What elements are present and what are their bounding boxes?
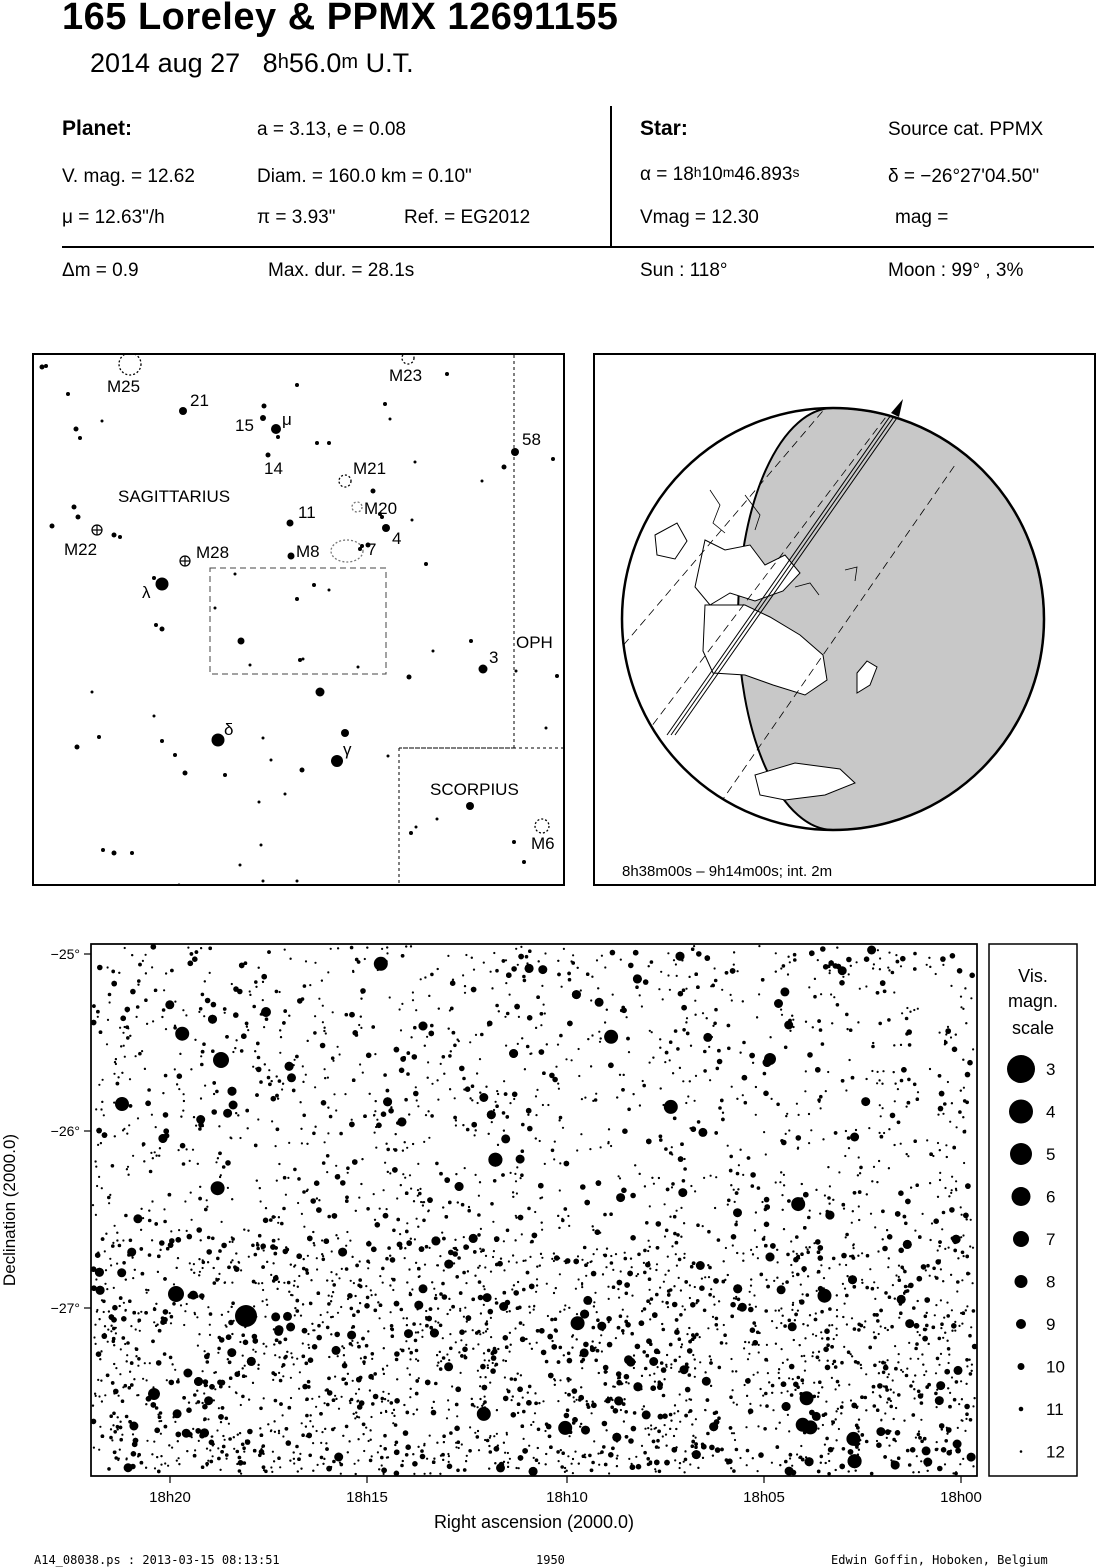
event-time-minutes: 56.0: [288, 48, 342, 78]
finder-label: 3: [489, 648, 499, 667]
x-tick-labels: [149, 1489, 982, 1506]
globe-panel: [593, 353, 1096, 886]
table-horizontal-divider: [62, 246, 1094, 248]
finder-label: M28: [196, 543, 230, 562]
legend-magnitude-dot: [1013, 1231, 1029, 1247]
y-tick-label: −27°: [50, 1300, 80, 1316]
legend-magnitude-dot: [1015, 1275, 1028, 1288]
legend-magnitude-label: 4: [1046, 1102, 1056, 1122]
globe-disc: [595, 355, 1094, 884]
finder-label: M23: [389, 366, 423, 385]
finder-label: M8: [296, 542, 320, 561]
globe-svg: [595, 355, 1094, 884]
y-tick-labels: [51, 946, 80, 1316]
time-minutes-unit: m: [341, 51, 359, 73]
finder-label: 4: [392, 529, 402, 548]
magnitude-drop: Δm = 0.9: [62, 260, 139, 281]
finder-label: SAGITTARIUS: [118, 487, 231, 506]
finder-labels: [64, 366, 555, 853]
planet-vmag: V. mag. = 12.62: [62, 166, 195, 187]
nebula-m8-marker: [331, 540, 363, 562]
finder-chart-svg: [34, 355, 563, 884]
star-right-ascension: $\alpha = 18^h10^m46.893^s$: [640, 164, 800, 185]
finder-label: M6: [531, 834, 555, 853]
legend-magnitude-dot: [1007, 1055, 1035, 1083]
planet-orbit: a = 3.13, e = 0.08: [257, 119, 406, 140]
finder-label: M21: [353, 459, 387, 478]
finder-label: 7: [367, 540, 377, 559]
star-declination: δ = −26°27'04.50": [888, 166, 1040, 187]
legend-magnitude-label: 9: [1046, 1315, 1056, 1334]
footer-author: Edwin Goffin, Hoboken, Belgium: [831, 1553, 1048, 1567]
event-datetime: [90, 48, 414, 79]
finder-stars: [40, 364, 560, 884]
legend-magnitude-label: 12: [1046, 1442, 1065, 1462]
finder-label: OPH: [516, 633, 553, 652]
table-vertical-divider: [610, 106, 612, 246]
planet-heading: Planet:: [62, 117, 133, 140]
page-title: 165 Loreley & PPMX 12691155: [62, 0, 619, 38]
finder-label: M25: [107, 377, 141, 396]
x-tick-label: 18h10: [546, 1489, 588, 1506]
nebula-m20-marker: [352, 502, 362, 512]
planet-motion: μ = 12.63"/h: [62, 207, 165, 228]
legend-magnitude-dot: [1012, 1187, 1031, 1206]
star-heading: Star:: [640, 117, 688, 140]
legend-magnitude-label: 11: [1046, 1400, 1064, 1419]
cluster-m25-marker: [119, 355, 141, 375]
finder-label: 11: [298, 503, 316, 522]
star-vmag: Vmag = 12.30: [640, 207, 759, 228]
legend-magnitude-label: 5: [1046, 1145, 1056, 1164]
time-hours-unit: h: [277, 51, 289, 73]
planet-reference: Ref. = EG2012: [404, 207, 531, 228]
legend-magnitude-label: 10: [1046, 1357, 1065, 1377]
globe-time-caption: 8h38m00s – 9h14m00s; int. 2m: [622, 863, 833, 880]
zoom-region-box: [210, 568, 386, 674]
legend-magnitude-label: 3: [1046, 1060, 1056, 1079]
legend-magnitude-label: 8: [1046, 1272, 1056, 1292]
x-tick-label: 18h05: [743, 1489, 785, 1506]
finder-label: γ: [343, 740, 352, 759]
star-mag: mag =: [895, 207, 949, 228]
planet-parallax: π = 3.93": [257, 207, 336, 228]
legend-magnitude-dot: [1016, 1319, 1026, 1329]
sun-elongation: Sun : 118°: [640, 260, 728, 281]
star-source-catalog: Source cat. PPMX: [888, 119, 1044, 140]
legend-magnitude-label: 7: [1046, 1230, 1056, 1249]
time-suffix: U.T.: [365, 48, 414, 78]
cluster-m21-marker: [339, 475, 351, 487]
y-tick-label: −25°: [50, 946, 80, 962]
finder-label: δ: [224, 720, 234, 739]
legend-magnitude-dot: [1018, 1363, 1025, 1370]
planet-diameter: Diam. = 160.0 km = 0.10": [257, 166, 472, 187]
moon-elongation: Moon : 99° , 3%: [888, 260, 1024, 281]
finder-label: SCORPIUS: [430, 780, 519, 799]
finder-label: 14: [264, 459, 283, 478]
y-tick-label: −26°: [50, 1123, 80, 1139]
globular-clusters: [92, 525, 190, 566]
finder-label: λ: [142, 583, 151, 602]
finder-label: 58: [522, 430, 541, 449]
finder-label: M22: [64, 540, 98, 559]
x-tick-label: 18h20: [149, 1489, 191, 1506]
star-field-panel: [0, 940, 1096, 1540]
cluster-m23-marker: [402, 355, 414, 364]
finder-label: μ: [282, 410, 292, 429]
x-axis-label: Right ascension (2000.0): [433, 1512, 635, 1532]
footer-epoch: 1950: [536, 1553, 565, 1567]
y-axis-label: Declination (2000.0): [0, 1133, 19, 1287]
footer-filename: A14_08038.ps : 2013-03-15 08:13:51: [34, 1553, 280, 1567]
star-field-frame: [91, 944, 977, 1476]
finder-label: M20: [364, 499, 398, 518]
finder-chart: [32, 353, 565, 886]
event-date: 2014 aug 27: [90, 48, 241, 78]
x-tick-label: 18h15: [346, 1489, 388, 1506]
finder-label: 15: [235, 416, 254, 435]
legend-magnitude-dot: [1020, 1450, 1023, 1453]
direction-arrow-icon: [891, 399, 903, 417]
legend-magnitude-dot: [1019, 1407, 1024, 1412]
event-time-hours: 8: [262, 48, 278, 78]
max-duration: Max. dur. = 28.1s: [268, 260, 415, 281]
finder-label: 21: [190, 391, 209, 410]
legend-magnitude-dot: [1009, 1100, 1033, 1124]
cluster-m6-marker: [535, 819, 549, 833]
legend-magnitude-dot: [1010, 1143, 1032, 1165]
legend-magnitude-label: 6: [1046, 1187, 1056, 1207]
x-tick-label: 18h00: [940, 1489, 982, 1506]
star-field-svg: [0, 940, 1096, 1540]
